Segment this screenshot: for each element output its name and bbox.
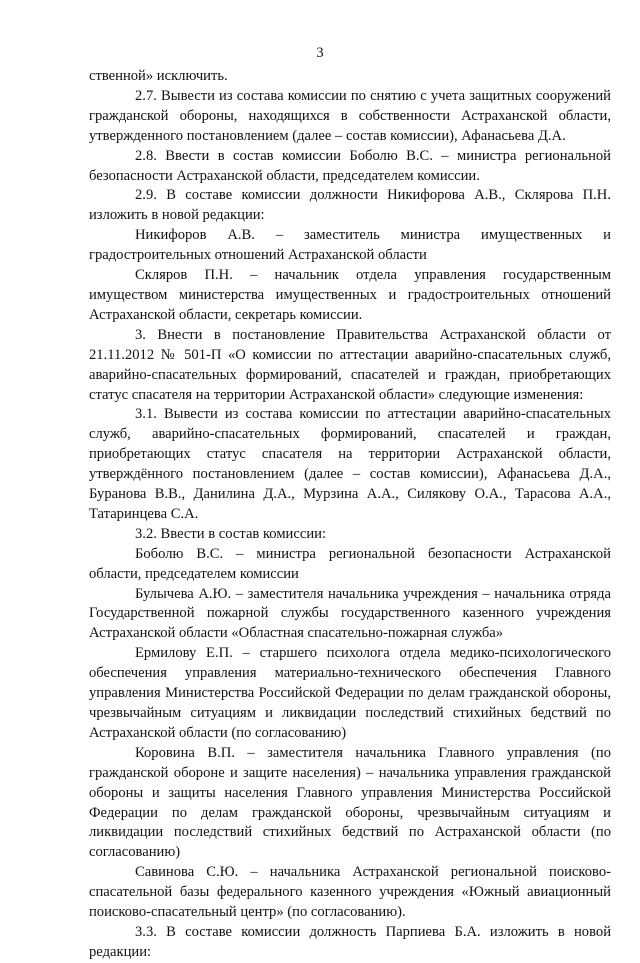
paragraph-2-9: 2.9. В составе комиссии должности Никифорова А.В., Склярова П.Н. изложить в новой редакции: (89, 187, 611, 224)
paragraph-bulychev: Булычева А.Ю. – заместителя начальника учреждения – начальника отряда Государственной пожарной службы государственного казенного учреждения Астраханской области «Областная спасательно-пожарная служба» (89, 585, 611, 642)
paragraph-continuation: ственной» исключить. (89, 68, 228, 84)
paragraph-3: 3. Внести в постановление Правительства Астраханской области от 21.11.2012 № 501-П «О комиссии по аттестации аварийно-спасательных служб, аварийно-спасательных формирований, спасателей и граждан, приобретающих статус спасателя на территории Астраханской области» следующие изменения: (89, 326, 611, 403)
paragraph-ermilova: Ермилову Е.П. – старшего психолога отдела медико-психологического обеспечения управления материально-технического обеспечения Главного управления Министерства Российской Федерации по делам гражданской обороны, чрезвычайным ситуациям и ликвидации последствий стихийных бедствий по Астраханской области (по согласованию) (89, 645, 611, 741)
document-body (89, 67, 611, 963)
paragraph-nikiforov: Никифоров А.В. – заместитель министра имущественных и градостроительных отношений Астраханской области (89, 227, 611, 264)
paragraph-2-8: 2.8. Ввести в состав комиссии Боболю В.С. – министра региональной безопасности Астраханской области, председателем комиссии. (89, 147, 611, 184)
paragraph-2-7: 2.7. Вывести из состава комиссии по снятию с учета защитных сооружений гражданской обороны, находящихся в собственности Астраханской области, утвержденного постановлением (далее – состав комиссии), Афанасьева Д.А. (89, 87, 611, 144)
paragraph-3-3: 3.3. В составе комиссии должность Парпиева Б.А. изложить в новой редакции: (89, 923, 611, 960)
paragraph-savinov: Савинова С.Ю. – начальника Астраханской региональной поисково-спасательной базы федерального казенного учреждения «Южный авиационный поисково-спасательный центр» (по согласованию). (89, 864, 611, 921)
paragraph-sklyarov: Скляров П.Н. – начальник отдела управления государственным имуществом министерства имущественных и градостроительных отношений Астраханской области, секретарь комиссии. (89, 267, 611, 323)
paragraph-3-1: 3.1. Вывести из состава комиссии по аттестации аварийно-спасательных служб, аварийно-спасательных формирований, спасателей и граждан, приобретающих статус спасателя на территории Астраханской области, утверждённого постановлением (далее – состав комиссии), Афанасьева Д.А., Буранова В.В., Данилина Д.А., Мурзина А.А., Силякову О.А., Тарасова А.А., Татаринцева С.А. (89, 406, 611, 522)
page-number: 3 (316, 45, 324, 61)
paragraph-bobolya: Боболю В.С. – министра региональной безопасности Астраханской области, председателем комиссии (89, 545, 611, 582)
paragraph-3-2: 3.2. Ввести в состав комиссии: (135, 525, 327, 542)
paragraph-korovin: Коровина В.П. – заместителя начальника Главного управления (по гражданской обороне и защите населения) – начальника управления гражданской обороны и защиты населения Главного управления Министерства Российской Федерации по делам гражданской обороны, чрезвычайным ситуациям и ликвидации последствий стихийных бедствий по Астраханской области (по согласованию) (89, 744, 611, 861)
